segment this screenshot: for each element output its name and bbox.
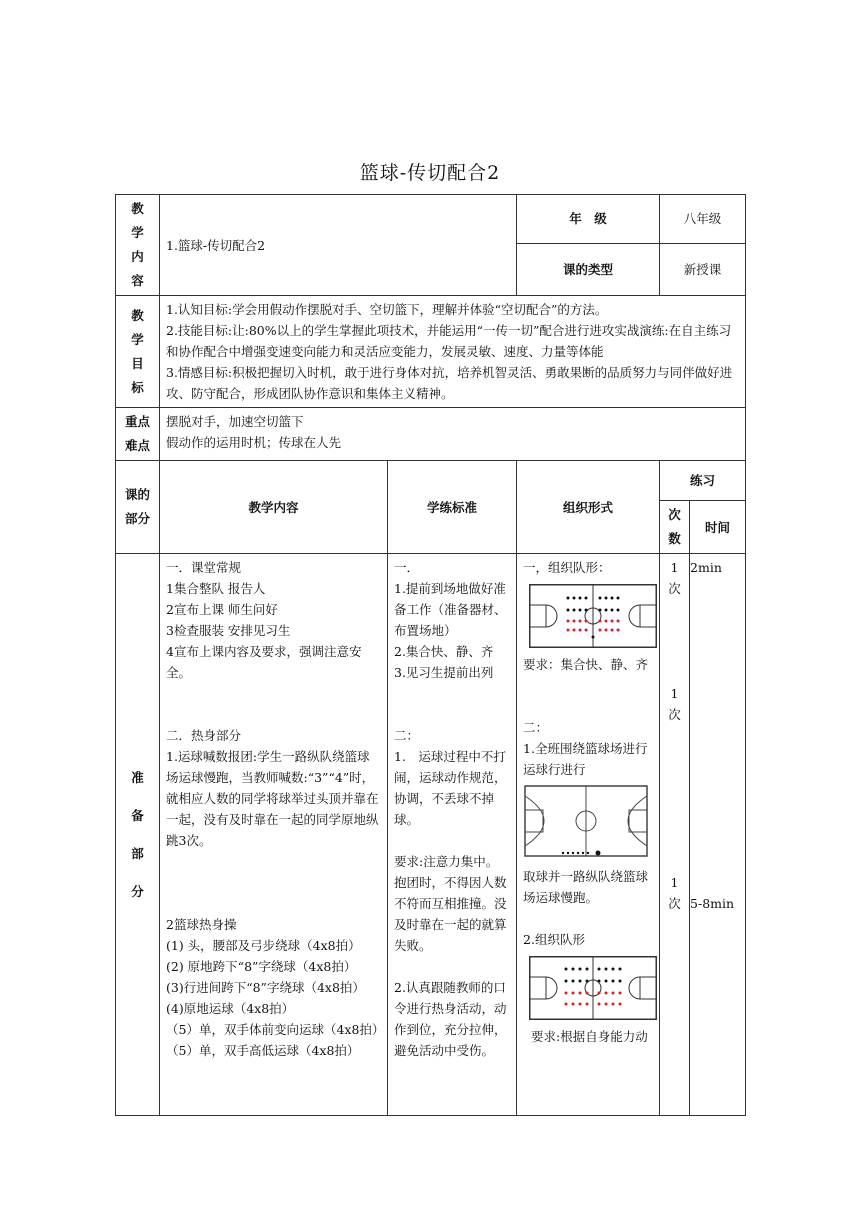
- court-diagram-warmup: [529, 956, 657, 1020]
- times-unit: 次: [668, 707, 681, 722]
- org-column: [517, 554, 660, 1116]
- text-line: 一．课堂常规: [166, 560, 242, 575]
- header-standard: 学练标准: [388, 461, 517, 554]
- keypoints-label: 重点 难点: [116, 408, 160, 461]
- text-line: 1. 运球过程中不打闹，运球动作规范，协调，不丢球不掉球。: [394, 749, 507, 827]
- goals-label: 教 学 目 标: [116, 296, 160, 408]
- difficult-point: 假动作的运用时机；传球在人先: [166, 435, 342, 450]
- times-unit: 次: [668, 896, 681, 911]
- header-times: 次 数: [660, 501, 690, 554]
- times-value: 1: [670, 875, 679, 890]
- court-diagram-run: [523, 782, 651, 862]
- goal-cognitive: 1.认知目标:学会用假动作摆脱对手、空切篮下，理解并体验“空切配合”的方法。: [166, 302, 608, 317]
- text-line: 2.组织队形: [523, 932, 585, 947]
- goals-cell: [160, 296, 746, 408]
- text-line: (1) 头，腰部及弓步绕球（4x8拍）: [166, 938, 361, 953]
- text-line: 1.运球喊数报团:学生一路纵队绕篮球场运球慢跑，当教师喊数:“3”“4”时，就相应人数的同学将球举过头顶并靠在一起，没有及时靠在一起的同学原地纵跳3次。: [166, 749, 379, 848]
- header-org: 组织形式: [517, 461, 660, 554]
- times-value: 1: [670, 560, 679, 575]
- page-title: 篮球-传切配合2: [359, 162, 501, 184]
- times-column: [660, 554, 690, 1116]
- key-point: 摆脱对手，加速空切篮下: [166, 414, 304, 429]
- goal-skill: 2.技能目标:让:80%以上的学生掌握此项技术，并能运用“一传一切”配合进行进攻实战演练:在自主练习和协作配合中增强变速变向能力和灵活应变能力，发展灵敏、速度、力量等体能: [166, 323, 732, 359]
- text-line: 一．: [394, 560, 420, 575]
- court-diagram-formation: [529, 584, 657, 648]
- text-line: (4)原地运球（4x8拍）: [166, 1001, 295, 1016]
- content-label: 教 学 内 容: [116, 195, 160, 296]
- text-line: 1.全班围绕篮球场进行运球行进行: [523, 741, 648, 777]
- text-line: 2篮球热身操: [166, 917, 237, 932]
- text-line: (2) 原地跨下“8”字绕球（4x8拍）: [166, 959, 357, 974]
- text-line: 3检查服装 安排见习生: [166, 623, 291, 638]
- text-line: （5）单，双手体前变向运球（4x8拍）: [166, 1022, 385, 1037]
- standard-column: [388, 554, 517, 1116]
- duration-value: 5-8min: [690, 896, 735, 911]
- text-line: 2.集合快、静、齐: [394, 644, 494, 659]
- text-line: 取球并一路纵队绕篮球场运球慢跑。: [523, 869, 649, 905]
- header-content: 教学内容: [160, 461, 388, 554]
- text-line: 2.认真跟随教师的口令进行热身活动，动作到位，充分拉伸，避免活动中受伤。: [394, 980, 507, 1058]
- text-line: 4宣布上课内容及要求，强调注意安全。: [166, 644, 362, 680]
- text-line: 二：: [523, 720, 549, 735]
- text-line: 1集合整队 报告人: [166, 581, 266, 596]
- text-line: (3)行进间跨下“8”字绕球（4x8拍）: [166, 980, 365, 995]
- text-line: 一，组织队形：: [523, 560, 611, 575]
- grade-value: 八年级: [660, 195, 746, 244]
- keypoints-cell: [160, 408, 746, 461]
- content-value: 1.篮球-传切配合2: [160, 195, 517, 296]
- text-line: （5）单，双手高低运球（4x8拍）: [166, 1043, 360, 1058]
- duration-column: [690, 554, 746, 1116]
- header-practice: 练习: [660, 461, 746, 501]
- text-line: 要求:根据自身能力动: [531, 1029, 648, 1044]
- text-line: 1.提前到场地做好准备工作（准备器材、布置场地）: [394, 581, 507, 638]
- times-unit: 次: [668, 581, 681, 596]
- lesson-type-value: 新授课: [660, 243, 746, 295]
- header-duration: 时间: [690, 501, 746, 554]
- grade-label: 年 级: [517, 195, 660, 244]
- lesson-type-label: 课的类型: [517, 243, 660, 295]
- lesson-plan-table: [115, 194, 746, 1116]
- text-line: 2宣布上课 师生问好: [166, 602, 278, 617]
- text-line: 二．热身部分: [166, 728, 242, 743]
- header-part: 课的 部分: [116, 461, 160, 554]
- text-line: 3.见习生提前出列: [394, 665, 494, 680]
- duration-value: 2min: [690, 560, 722, 575]
- goal-affective: 3.情感目标:积极把握切入时机，敢于进行身体对抗，培养机智灵活、勇敢果断的品质努力与同伴做好进攻、防守配合，形成团队协作意识和集体主义精神。: [166, 365, 733, 401]
- times-value: 1: [670, 686, 679, 701]
- text-line: 二：: [394, 728, 420, 743]
- section-label: 准 备 部 分: [116, 554, 160, 1116]
- text-line: 要求：集合快、静、齐: [523, 657, 649, 672]
- content-column: [160, 554, 388, 1116]
- text-line: 要求:注意力集中。抱团时，不得因人数不符而互相推撞。没及时靠在一起的就算失败。: [394, 854, 507, 953]
